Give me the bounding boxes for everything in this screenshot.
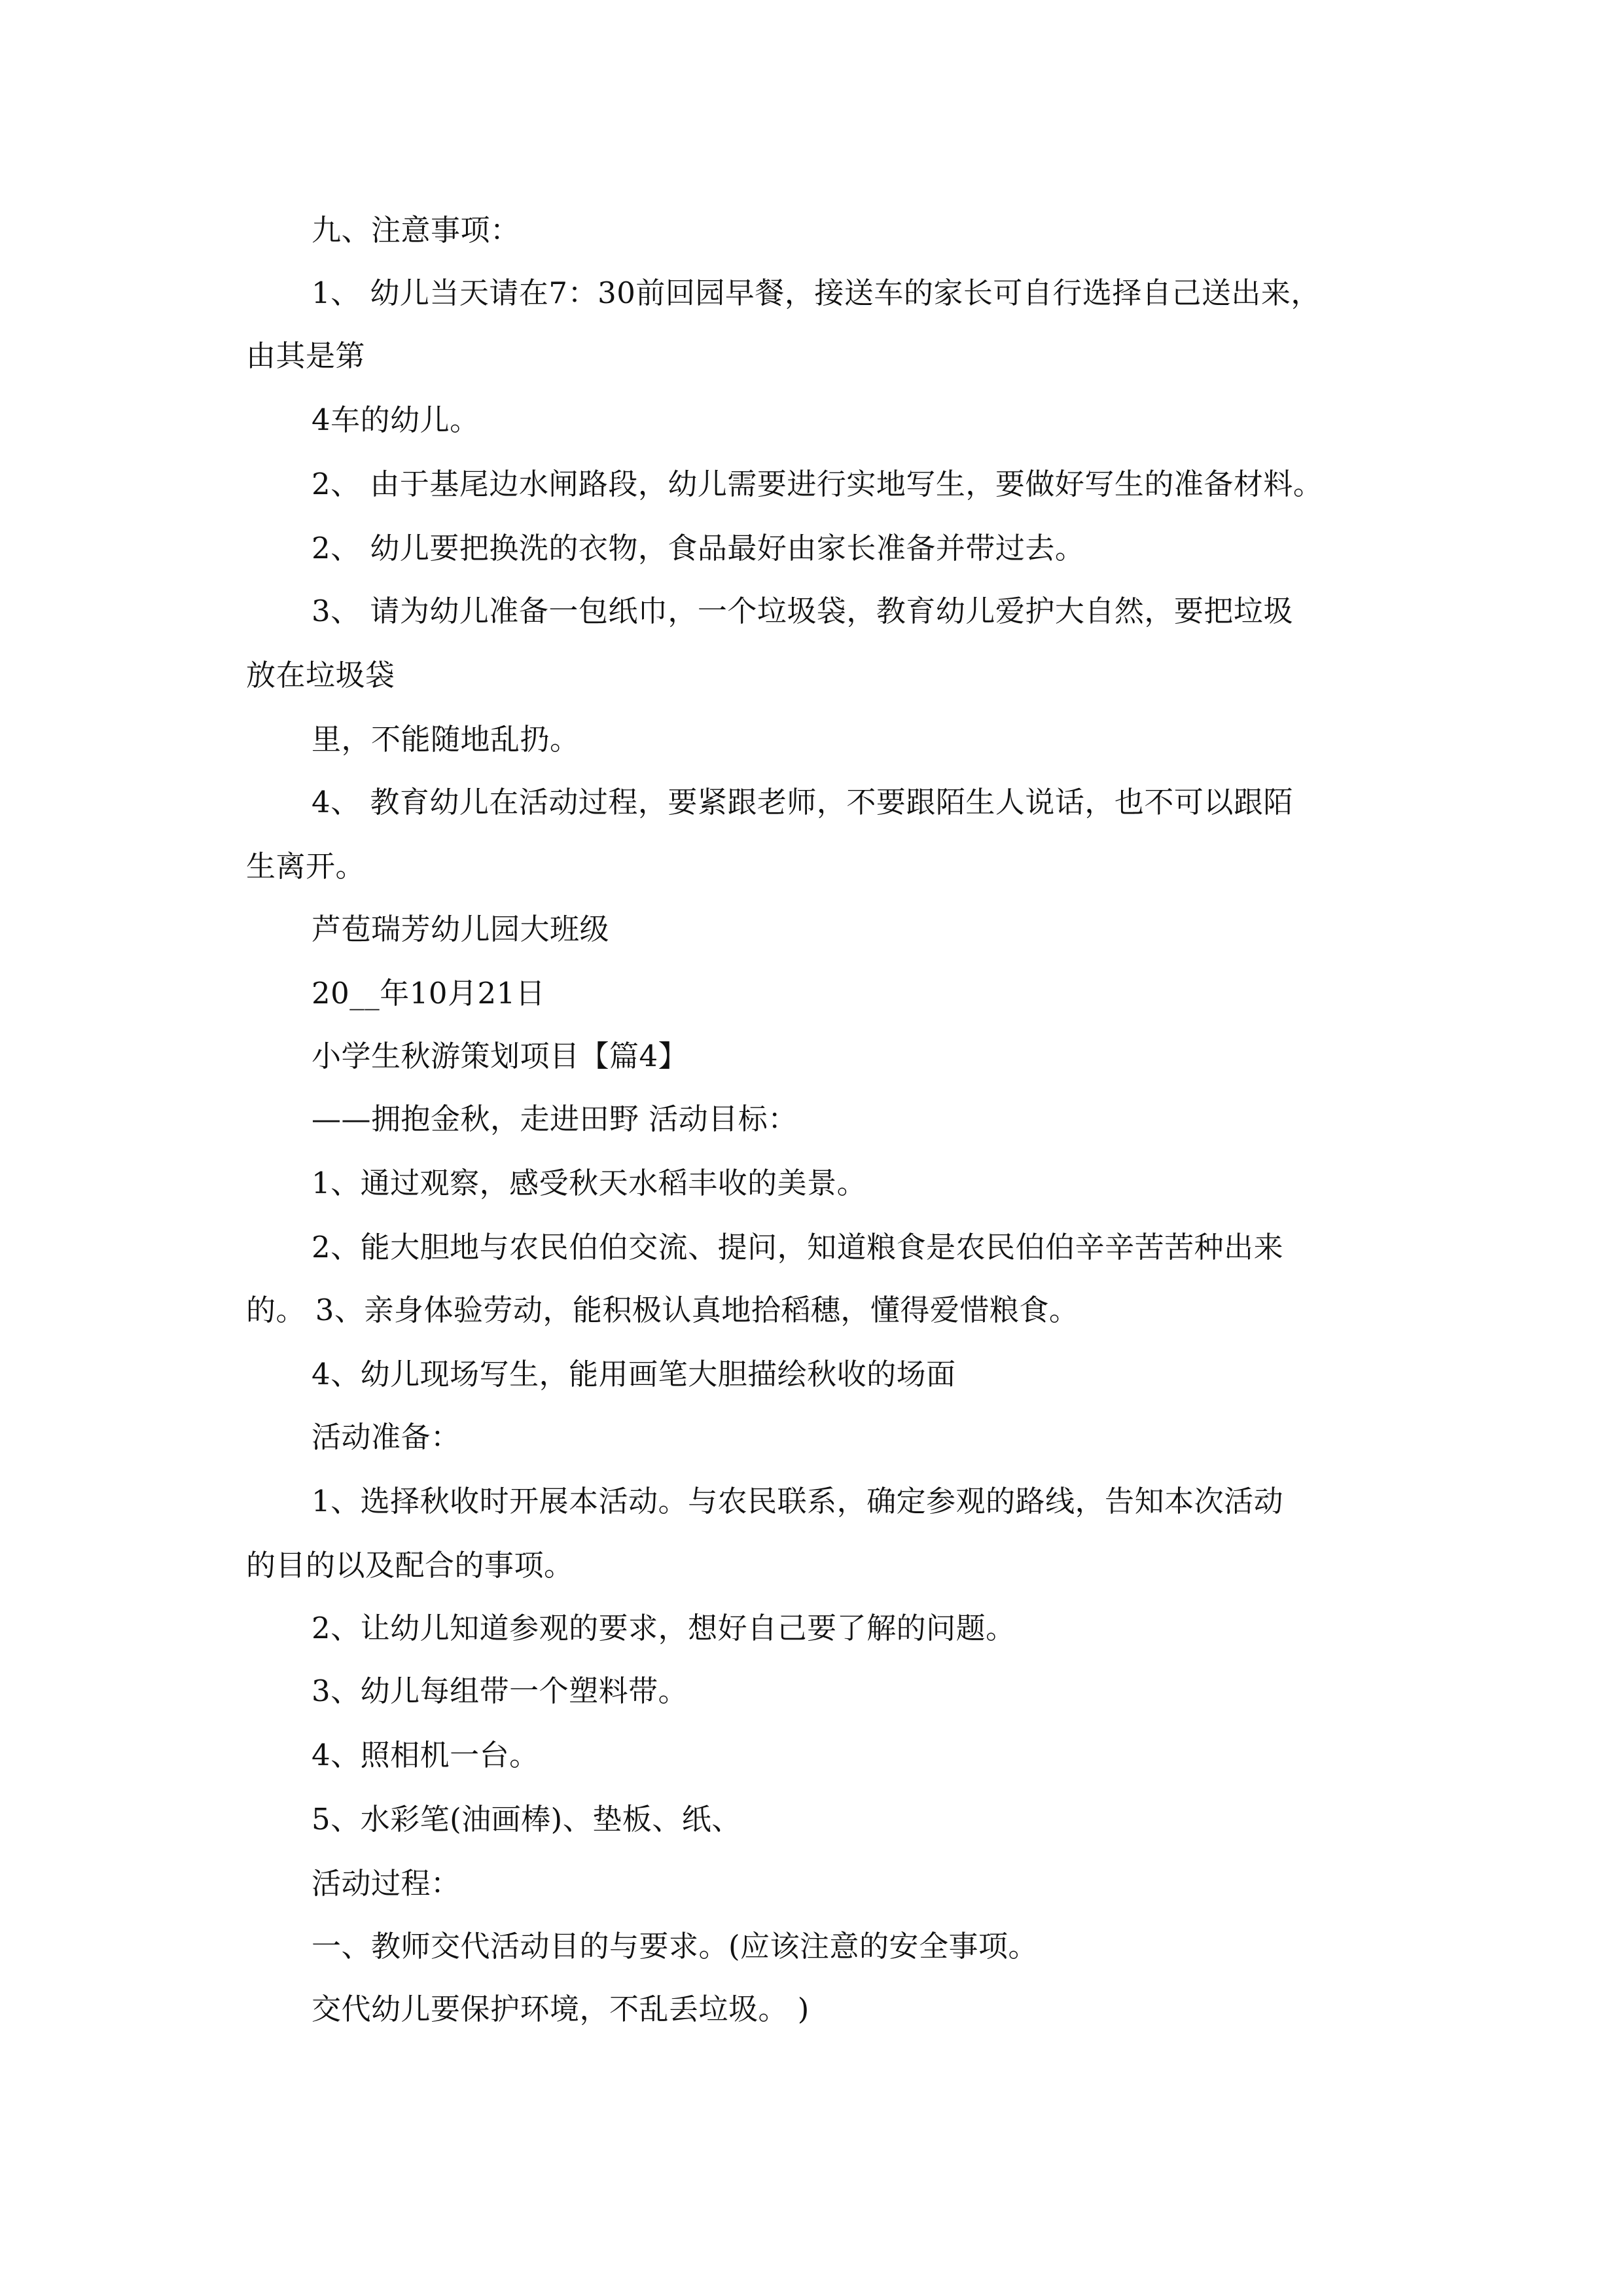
paragraph-line: 的。 3、亲身体验劳动，能积极认真地拾稻穗，懂得爱惜粮食。 <box>246 1293 1079 1327</box>
paragraph-line: 的目的以及配合的事项。 <box>246 1548 574 1583</box>
paragraph-line: 交代幼儿要保护环境，不乱丢垃圾。 ) <box>312 1992 810 2026</box>
signature-date: 20__年10月21日 <box>312 976 546 1011</box>
paragraph-line: 一、教师交代活动目的与要求。(应该注意的安全事项。 <box>312 1929 1039 1964</box>
section-heading-notes: 九、注意事项： <box>312 213 520 247</box>
paragraph-line: 3、幼儿每组带一个塑料带。 <box>312 1674 688 1708</box>
section-heading-preparation: 活动准备： <box>312 1420 461 1454</box>
paragraph-line: 4、幼儿现场写生，能用画笔大胆描绘秋收的场面 <box>312 1357 956 1391</box>
paragraph-line: 1、选择秋收时开展本活动。与农民联系，确定参观的路线，告知本次活动 <box>312 1484 1284 1518</box>
paragraph-line: 2、 幼儿要把换洗的衣物，食品最好由家长准备并带过去。 <box>312 531 1085 565</box>
section-heading-process: 活动过程： <box>312 1866 461 1901</box>
paragraph-line: 1、通过观察，感受秋天水稻丰收的美景。 <box>312 1166 867 1200</box>
paragraph-line: 由其是第 <box>246 338 366 373</box>
paragraph-line: 2、能大胆地与农民伯伯交流、提问，知道粮食是农民伯伯辛辛苦苦种出来 <box>312 1230 1284 1265</box>
paragraph-line: 4车的幼儿。 <box>312 403 480 437</box>
paragraph-line: 2、 由于基尾边水闸路段，幼儿需要进行实地写生，要做好写生的准备材料。 <box>312 467 1323 501</box>
paragraph-line: 5、水彩笔(油画棒)、垫板、纸、 <box>312 1802 741 1837</box>
article-title: 小学生秋游策划项目【篇4】 <box>312 1039 688 1073</box>
paragraph-line: 放在垃圾袋 <box>246 658 395 692</box>
paragraph-line: 1、 幼儿当天请在7：30前回园早餐，接送车的家长可自行选择自己送出来， <box>312 276 1321 310</box>
paragraph-line: 2、让幼儿知道参观的要求，想好自己要了解的问题。 <box>312 1611 1016 1645</box>
paragraph-line: 4、 教育幼儿在活动过程，要紧跟老师，不要跟陌生人说话，也不可以跟陌 <box>312 785 1293 819</box>
paragraph-line: 生离开。 <box>246 849 366 884</box>
signature-organization: 芦苞瑞芳幼儿园大班级 <box>312 912 610 946</box>
paragraph-line: 3、 请为幼儿准备一包纸巾，一个垃圾袋，教育幼儿爱护大自然，要把垃圾 <box>312 594 1293 628</box>
paragraph-line: 4、照相机一台。 <box>312 1738 539 1772</box>
article-subtitle: ——拥抱金秋，走进田野 活动目标： <box>312 1102 798 1136</box>
paragraph-line: 里，不能随地乱扔。 <box>312 722 580 757</box>
